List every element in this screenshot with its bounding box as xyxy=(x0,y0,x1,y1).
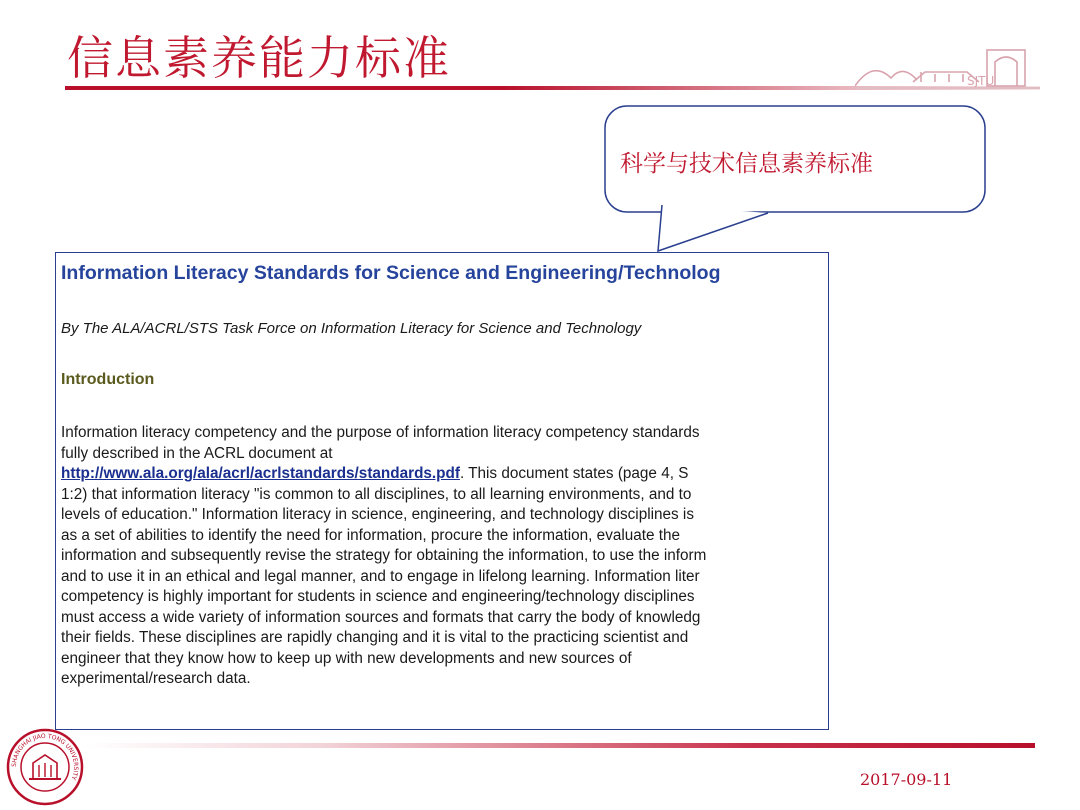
deco-text: SJTU xyxy=(967,74,995,88)
body-line xyxy=(61,464,706,485)
body-line: levels of education." Information literacy in science, engineering, and technology disciplines is xyxy=(61,506,694,523)
body-line: and to use it in an ethical and legal manner, and to engage in lifelong learning. Information liter xyxy=(61,567,700,585)
callout-text: 科学与技术信息素养标准 xyxy=(620,151,873,177)
seal-text: SHANGHAI JIAO TONG UNIVERSITY xyxy=(10,732,80,781)
body-line: their fields. These disciplines are rapidly changing and it is vital to the practicing scientist and xyxy=(61,629,689,646)
document-body xyxy=(61,423,706,690)
body-line: experimental/research data. xyxy=(61,670,251,687)
body-line: as a set of abilities to identify the need for information, procure the information, evaluate the xyxy=(61,526,681,544)
body-line: must access a wide variety of information sources and formats that carry the body of knowledg xyxy=(61,608,701,626)
body-line: 1:2) that information literacy "is common to all disciplines, to all learning environments, and to xyxy=(61,485,692,503)
document-screenshot xyxy=(55,252,829,730)
campus-building-icon xyxy=(855,48,1040,90)
body-line: fully described in the ACRL document at xyxy=(61,444,333,462)
body-line: engineer that they know how to keep up with new developments and new sources of xyxy=(61,649,632,667)
footer-rule xyxy=(85,743,1035,748)
university-seal-icon xyxy=(5,727,85,807)
body-line-text: . This document states (page 4, S xyxy=(459,465,689,482)
standards-pdf-link[interactable]: http://www.ala.org/ala/acrl/acrlstandards/standards.pdf xyxy=(61,465,460,482)
document-byline: By The ALA/ACRL/STS Task Force on Information Literacy for Science and Technology xyxy=(61,320,642,337)
document-title: Information Literacy Standards for Science and Engineering/Technolog xyxy=(61,262,721,284)
slide-date: 2017-09-11 xyxy=(860,770,953,789)
intro-heading: Introduction xyxy=(61,371,155,388)
body-line: information and subsequently revise the strategy for obtaining the information, to use the inform xyxy=(61,547,707,564)
callout-pointer xyxy=(650,205,800,255)
body-line: Information literacy competency and the purpose of information literacy competency standards xyxy=(61,424,700,441)
body-line: competency is highly important for students in science and engineering/technology disciplines xyxy=(61,588,695,605)
slide-title: 信息素养能力标准 xyxy=(67,31,451,85)
